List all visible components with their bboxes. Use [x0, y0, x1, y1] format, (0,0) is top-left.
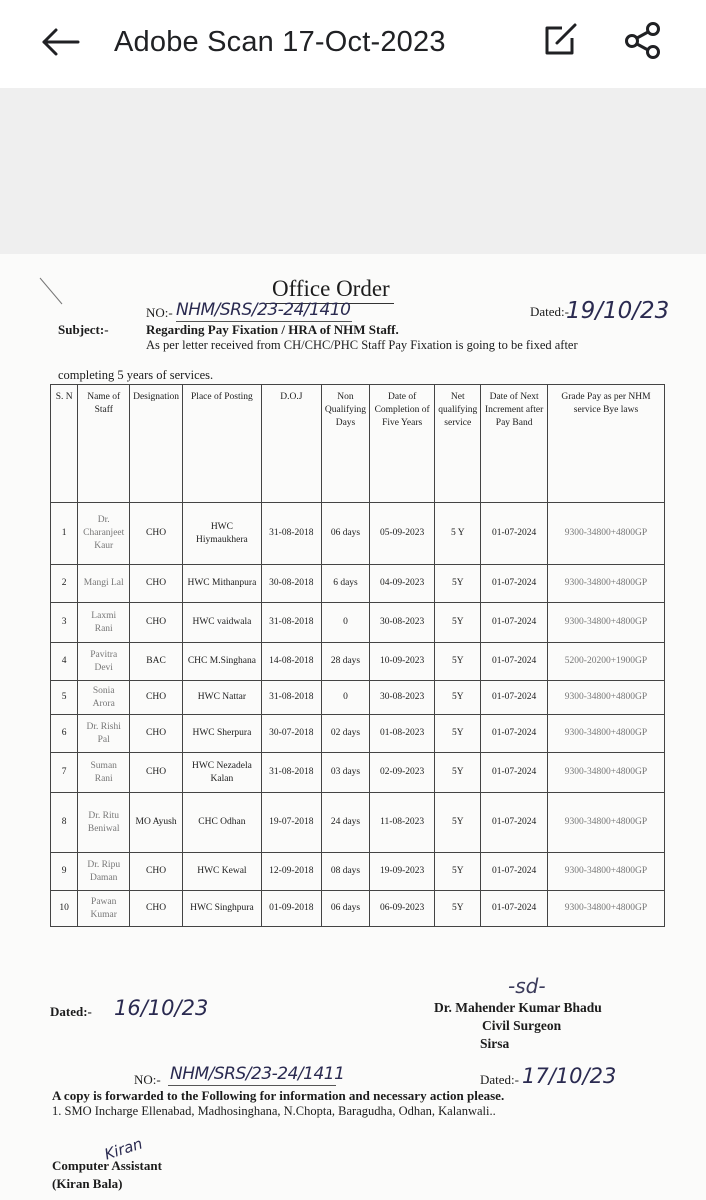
- cell-completion: 30-08-2023: [370, 603, 435, 643]
- assistant-title: Computer Assistant: [52, 1158, 162, 1173]
- dated-bottom-label: Dated:-: [50, 1004, 92, 1019]
- cell-completion: 11-08-2023: [370, 793, 435, 853]
- table-row: [51, 681, 665, 715]
- cell-next-increment: 01-07-2024: [481, 715, 548, 753]
- share-button[interactable]: [620, 20, 664, 60]
- cell-next-increment: 01-07-2024: [481, 503, 548, 565]
- table-row: [51, 603, 665, 643]
- cell-designation: CHO: [130, 503, 183, 565]
- cell-place: HWC Singhpura: [183, 891, 262, 927]
- table-body: [51, 503, 665, 927]
- cell-completion: 01-08-2023: [370, 715, 435, 753]
- cell-place: CHC Odhan: [183, 793, 262, 853]
- header-sn: S. N: [51, 385, 78, 503]
- cell-doj: 31-08-2018: [261, 681, 321, 715]
- cell-non-qualifying: 06 days: [321, 503, 369, 565]
- cell-doj: 31-08-2018: [261, 603, 321, 643]
- cell-designation: BAC: [130, 643, 183, 681]
- cell-next-increment: 01-07-2024: [481, 681, 548, 715]
- cell-designation: CHO: [130, 715, 183, 753]
- cell-grade-pay: 9300-34800+4800GP: [547, 891, 664, 927]
- cell-name: Laxmi Rani: [78, 603, 130, 643]
- cell-sn: 3: [51, 603, 78, 643]
- cell-grade-pay: 9300-34800+4800GP: [547, 853, 664, 891]
- cell-doj: 31-08-2018: [261, 503, 321, 565]
- page-margin: [0, 88, 706, 254]
- cell-place: HWC vaidwala: [183, 603, 262, 643]
- cell-completion: 05-09-2023: [370, 503, 435, 565]
- header-next-increment: Date of Next Increment after Pay Band: [481, 385, 548, 503]
- cell-grade-pay: 9300-34800+4800GP: [547, 793, 664, 853]
- cell-non-qualifying: 0: [321, 681, 369, 715]
- cell-name: Dr. Ripu Daman: [78, 853, 130, 891]
- cell-net-service: 5Y: [435, 715, 481, 753]
- cell-non-qualifying: 24 days: [321, 793, 369, 853]
- signer-place: Sirsa: [480, 1036, 510, 1051]
- cell-sn: 9: [51, 853, 78, 891]
- table-row: [51, 891, 665, 927]
- dated-value: 19/10/23: [566, 298, 670, 324]
- subject-label: Subject:-: [58, 322, 109, 337]
- cell-grade-pay: 9300-34800+4800GP: [547, 603, 664, 643]
- distribution-list-item: 1. SMO Incharge Ellenabad, Madhosinghana, N.Chopta, Baragudha, Odhan, Kalanwali..: [52, 1104, 496, 1118]
- cell-doj: 12-09-2018: [261, 853, 321, 891]
- cell-non-qualifying: 02 days: [321, 715, 369, 753]
- cell-completion: 06-09-2023: [370, 891, 435, 927]
- header-designation: Designation: [130, 385, 183, 503]
- cell-sn: 2: [51, 565, 78, 603]
- cell-sn: 10: [51, 891, 78, 927]
- cell-designation: CHO: [130, 891, 183, 927]
- cell-non-qualifying: 28 days: [321, 643, 369, 681]
- header-net-service: Net qualifying service: [435, 385, 481, 503]
- cell-place: HWC Mithanpura: [183, 565, 262, 603]
- cell-designation: CHO: [130, 753, 183, 793]
- header-non-qualifying: Non Qualifying Days: [321, 385, 369, 503]
- app-title: Adobe Scan 17-Oct-2023: [114, 26, 446, 58]
- cell-place: HWC Hiymaukhera: [183, 503, 262, 565]
- dated-label: Dated:-: [530, 304, 569, 319]
- cell-next-increment: 01-07-2024: [481, 793, 548, 853]
- cell-next-increment: 01-07-2024: [481, 565, 548, 603]
- cell-designation: CHO: [130, 565, 183, 603]
- cell-non-qualifying: 0: [321, 603, 369, 643]
- scan-mark: [38, 276, 64, 306]
- cell-net-service: 5Y: [435, 753, 481, 793]
- ref-label: NO:-: [146, 305, 173, 320]
- cell-designation: CHO: [130, 681, 183, 715]
- cell-non-qualifying: 08 days: [321, 853, 369, 891]
- cell-non-qualifying: 06 days: [321, 891, 369, 927]
- cell-name: Pavitra Devi: [78, 643, 130, 681]
- cell-completion: 19-09-2023: [370, 853, 435, 891]
- body-paragraph: As per letter received from CH/CHC/PHC Staff Pay Fixation is going to be fixed after: [146, 338, 578, 352]
- cell-name: Dr. Rishi Pal: [78, 715, 130, 753]
- cell-place: HWC Sherpura: [183, 715, 262, 753]
- cell-doj: 31-08-2018: [261, 753, 321, 793]
- edit-icon: [540, 20, 580, 60]
- cell-doj: 14-08-2018: [261, 643, 321, 681]
- cell-sn: 4: [51, 643, 78, 681]
- app-bar: [0, 0, 706, 88]
- document-title: Office Order: [272, 276, 390, 301]
- cell-name: Sonia Arora: [78, 681, 130, 715]
- signer-title: Civil Surgeon: [482, 1018, 562, 1033]
- cell-next-increment: 01-07-2024: [481, 891, 548, 927]
- cell-sn: 8: [51, 793, 78, 853]
- edit-button[interactable]: [540, 20, 580, 60]
- subject-text: Regarding Pay Fixation / HRA of NHM Staff.: [146, 322, 399, 337]
- cell-doj: 30-08-2018: [261, 565, 321, 603]
- body-paragraph-continued: completing 5 years of services.: [58, 368, 214, 382]
- cell-sn: 6: [51, 715, 78, 753]
- header-grade-pay: Grade Pay as per NHM service Bye laws: [547, 385, 664, 503]
- dated-bottom-value: 16/10/23: [114, 996, 209, 1020]
- cell-grade-pay: 9300-34800+4800GP: [547, 503, 664, 565]
- cell-next-increment: 01-07-2024: [481, 643, 548, 681]
- dated2-label: Dated:-: [480, 1072, 519, 1087]
- cell-designation: CHO: [130, 853, 183, 891]
- cell-name: Dr. Ritu Beniwal: [78, 793, 130, 853]
- cell-grade-pay: 5200-20200+1900GP: [547, 643, 664, 681]
- cell-next-increment: 01-07-2024: [481, 753, 548, 793]
- table-row: [51, 853, 665, 891]
- header-completion: Date of Completion of Five Years: [370, 385, 435, 503]
- cell-name: Mangi Lal: [78, 565, 130, 603]
- cell-sn: 5: [51, 681, 78, 715]
- cell-net-service: 5Y: [435, 891, 481, 927]
- cell-doj: 01-09-2018: [261, 891, 321, 927]
- cell-name: Suman Rani: [78, 753, 130, 793]
- sd-mark: -sd-: [508, 974, 546, 998]
- table-row: [51, 715, 665, 753]
- cell-place: HWC Nezadela Kalan: [183, 753, 262, 793]
- ref2-number: NHM/SRS/23-24/1411: [170, 1064, 345, 1084]
- ref2-label: NO:-: [134, 1072, 161, 1087]
- staff-table: [50, 384, 665, 927]
- cell-net-service: 5 Y: [435, 503, 481, 565]
- cell-non-qualifying: 03 days: [321, 753, 369, 793]
- back-button[interactable]: [38, 22, 82, 62]
- cell-completion: 10-09-2023: [370, 643, 435, 681]
- cell-grade-pay: 9300-34800+4800GP: [547, 753, 664, 793]
- cell-completion: 30-08-2023: [370, 681, 435, 715]
- header-place: Place of Posting: [183, 385, 262, 503]
- cell-net-service: 5Y: [435, 793, 481, 853]
- cell-net-service: 5Y: [435, 643, 481, 681]
- table-row: [51, 503, 665, 565]
- copy-forward-line: A copy is forwarded to the Following for information and necessary action please.: [52, 1088, 505, 1103]
- table-row: [51, 643, 665, 681]
- ref-number: NHM/SRS/23-24/1410: [176, 300, 351, 320]
- cell-net-service: 5Y: [435, 681, 481, 715]
- cell-completion: 02-09-2023: [370, 753, 435, 793]
- table-row: [51, 565, 665, 603]
- cell-designation: MO Ayush: [130, 793, 183, 853]
- cell-sn: 1: [51, 503, 78, 565]
- cell-grade-pay: 9300-34800+4800GP: [547, 681, 664, 715]
- cell-completion: 04-09-2023: [370, 565, 435, 603]
- cell-designation: CHO: [130, 603, 183, 643]
- cell-net-service: 5Y: [435, 603, 481, 643]
- cell-grade-pay: 9300-34800+4800GP: [547, 565, 664, 603]
- table-row: [51, 793, 665, 853]
- signer-name: Dr. Mahender Kumar Bhadu: [434, 1000, 602, 1015]
- cell-grade-pay: 9300-34800+4800GP: [547, 715, 664, 753]
- cell-doj: 30-07-2018: [261, 715, 321, 753]
- table-header-row: [51, 385, 665, 503]
- ref2-underline: [168, 1085, 336, 1086]
- header-name: Name of Staff: [78, 385, 130, 503]
- cell-name: Pawan Kumar: [78, 891, 130, 927]
- cell-place: CHC M.Singhana: [183, 643, 262, 681]
- cell-place: HWC Kewal: [183, 853, 262, 891]
- header-doj: D.O.J: [261, 385, 321, 503]
- cell-non-qualifying: 6 days: [321, 565, 369, 603]
- cell-sn: 7: [51, 753, 78, 793]
- cell-place: HWC Nattar: [183, 681, 262, 715]
- cell-next-increment: 01-07-2024: [481, 603, 548, 643]
- scanned-document[interactable]: [0, 254, 706, 1200]
- assistant-name: (Kiran Bala): [52, 1176, 123, 1191]
- cell-net-service: 5Y: [435, 565, 481, 603]
- initials: Kiran: [102, 1134, 145, 1164]
- table-row: [51, 753, 665, 793]
- cell-net-service: 5Y: [435, 853, 481, 891]
- share-icon: [620, 20, 664, 60]
- dated2-value: 17/10/23: [522, 1064, 617, 1088]
- cell-next-increment: 01-07-2024: [481, 853, 548, 891]
- arrow-left-icon: [38, 22, 82, 62]
- cell-name: Dr. Charanjeet Kaur: [78, 503, 130, 565]
- cell-doj: 19-07-2018: [261, 793, 321, 853]
